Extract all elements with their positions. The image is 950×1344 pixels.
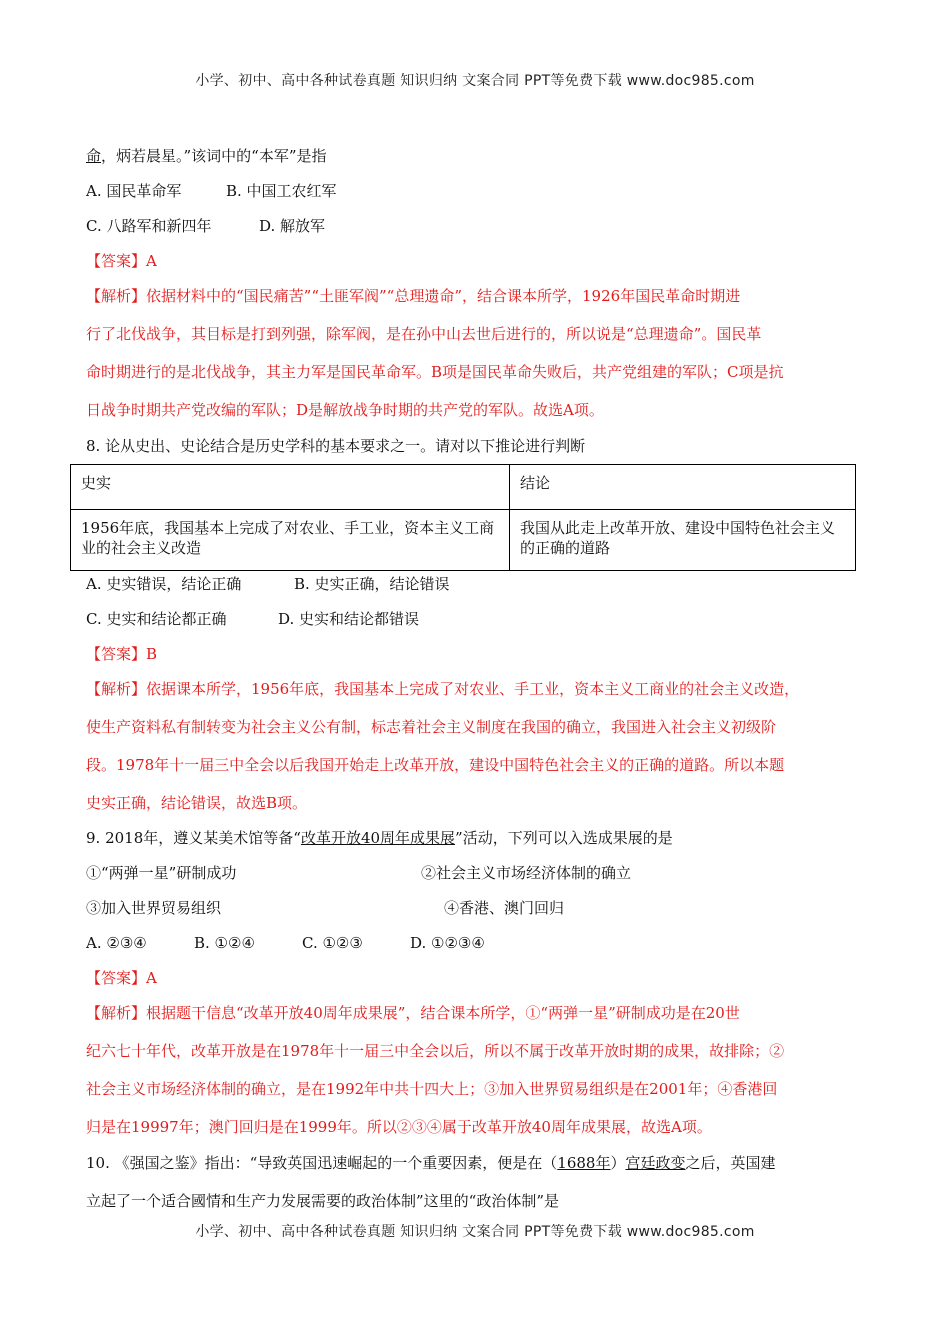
q8-option-d: D. 史实和结论都错误 — [278, 610, 420, 628]
q7-option-d: D. 解放军 — [259, 217, 326, 235]
page-footer-banner: 小学、初中、高中各种试卷真题 知识归纳 文案合同 PPT等免费下载 www.doc985.com — [195, 1224, 755, 1240]
q9-stem-b: ”活动，下列可以入选成果展的是 — [455, 829, 673, 847]
q10-stem-year: 1688年 — [557, 1154, 611, 1172]
q9-stem-a: 9. 2018年，遵义某美术馆等备“ — [86, 829, 301, 847]
q9-item-2: ②社会主义市场经济体制的确立 — [421, 864, 632, 882]
q9-options — [86, 933, 485, 953]
q9-option-c: C. ①②③ — [302, 934, 363, 952]
q9-analysis-line-3: 社会主义市场经济体制的确立，是在1992年中共十四大上；③加入世界贸易组织是在2001年；④香港回 — [86, 1080, 778, 1098]
table-header-conclusion: 结论 — [510, 465, 856, 510]
q9-stem-underlined: 改革开放40周年成果展 — [300, 829, 456, 847]
q8-option-c: C. 史实和结论都正确 — [86, 610, 227, 628]
q7-stem-underlined: 命 — [86, 147, 102, 165]
q7-analysis-line-4: 日战争时期共产党改编的军队；D是解放战争时期的共产党的军队。故选A项。 — [86, 401, 604, 419]
q9-analysis-line-1: 【解析】根据题干信息“改革开放40周年成果展”，结合课本所学，①“两弹一星”研制成功是在20世 — [86, 1004, 740, 1022]
q10-stem-c: 之后，英国建 — [685, 1154, 776, 1172]
table-cell-conclusion: 我国从此走上改革开放、建设中国特色社会主义的正确的道路 — [510, 510, 856, 571]
table-header-row — [71, 465, 856, 510]
q7-option-b: B. 中国工农红军 — [226, 182, 337, 200]
q7-stem-rest: ，炳若晨星。”该词中的“本军”是指 — [101, 147, 327, 165]
table-cell-facts: 1956年底，我国基本上完成了对农业、手工业，资本主义工商业的社会主义改造 — [71, 510, 510, 571]
q9-option-d: D. ①②③④ — [410, 934, 485, 952]
q9-stem — [86, 828, 673, 848]
q9-items-12 — [86, 863, 631, 883]
q9-item-4: ④香港、澳门回归 — [444, 899, 565, 917]
q8-analysis-line-2: 使生产资料私有制转变为社会主义公有制，标志着社会主义制度在我国的确立，我国进入社会主义初级阶 — [86, 718, 777, 736]
q7-options-cd — [86, 216, 325, 236]
q9-analysis-line-2: 纪六七十年代，改革开放是在1978年十一届三中全会以后，所以不属于改革开放时期的成果，故排除；② — [86, 1042, 785, 1060]
q7-analysis-line-2: 行了北伐战争，其目标是打到列强，除军阀，是在孙中山去世后进行的，所以说是“总理遗命”。国民革 — [86, 325, 762, 343]
q7-option-a: A. 国民革命军 — [86, 182, 182, 200]
q10-stem-a: 10. 《强国之鉴》指出：“导致英国迅速崛起的一个重要因素，便是在（ — [86, 1154, 558, 1172]
q7-answer: 【答案】A — [86, 252, 157, 270]
q10-stem-coup: 宫廷政变 — [625, 1154, 686, 1172]
page-header-banner: 小学、初中、高中各种试卷真题 知识归纳 文案合同 PPT等免费下载 www.doc985.com — [195, 73, 755, 89]
q8-option-b: B. 史实正确，结论错误 — [294, 575, 450, 593]
q7-option-c: C. 八路军和新四年 — [86, 217, 212, 235]
q8-judgement-table — [70, 464, 856, 571]
q10-stem-line-2: 立起了一个适合國情和生产力发展需要的政治体制”这里的“政治体制”是 — [86, 1192, 560, 1210]
q7-analysis-line-1: 【解析】依据材料中的“国民痛苦”“土匪军阀”“总理遗命”，结合课本所学，1926年国民革命时期进 — [86, 287, 741, 305]
q8-answer: 【答案】B — [86, 645, 158, 663]
q8-analysis-line-4: 史实正确，结论错误，故选B项。 — [86, 794, 308, 812]
q10-stem-line-1 — [86, 1153, 776, 1173]
q7-options-ab — [86, 181, 337, 201]
q8-options-cd — [86, 609, 419, 629]
q9-item-3: ③加入世界贸易组织 — [86, 899, 222, 917]
q9-analysis-line-4: 归是在19997年；澳门回归是在1999年。所以②③④属于改革开放40周年成果展，故选A项。 — [86, 1118, 712, 1136]
q8-options-ab — [86, 574, 450, 594]
q7-stem — [86, 146, 327, 166]
q10-stem-b: ） — [610, 1154, 626, 1172]
q9-answer: 【答案】A — [86, 969, 157, 987]
q9-items-34 — [86, 898, 564, 918]
table-header-facts: 史实 — [71, 465, 510, 510]
q7-analysis-line-3: 命时期进行的是北伐战争，其主力军是国民革命军。B项是国民革命失败后，共产党组建的军队；C项是抗 — [86, 363, 784, 381]
q8-option-a: A. 史实错误，结论正确 — [86, 575, 242, 593]
q9-item-1: ①“两弹一星”研制成功 — [86, 864, 237, 882]
q9-option-a: A. ②③④ — [86, 934, 147, 952]
table-row — [71, 510, 856, 571]
q8-analysis-line-1: 【解析】依据课本所学，1956年底，我国基本上完成了对农业、手工业，资本主义工商业的社会主义改造， — [86, 680, 800, 698]
q8-stem: 8. 论从史出、史论结合是历史学科的基本要求之一。请对以下推论进行判断 — [86, 437, 586, 455]
q8-analysis-line-3: 段。1978年十一届三中全会以后我国开始走上改革开放，建设中国特色社会主义的正确的道路。所以本题 — [86, 756, 785, 774]
q9-option-b: B. ①②④ — [194, 934, 255, 952]
